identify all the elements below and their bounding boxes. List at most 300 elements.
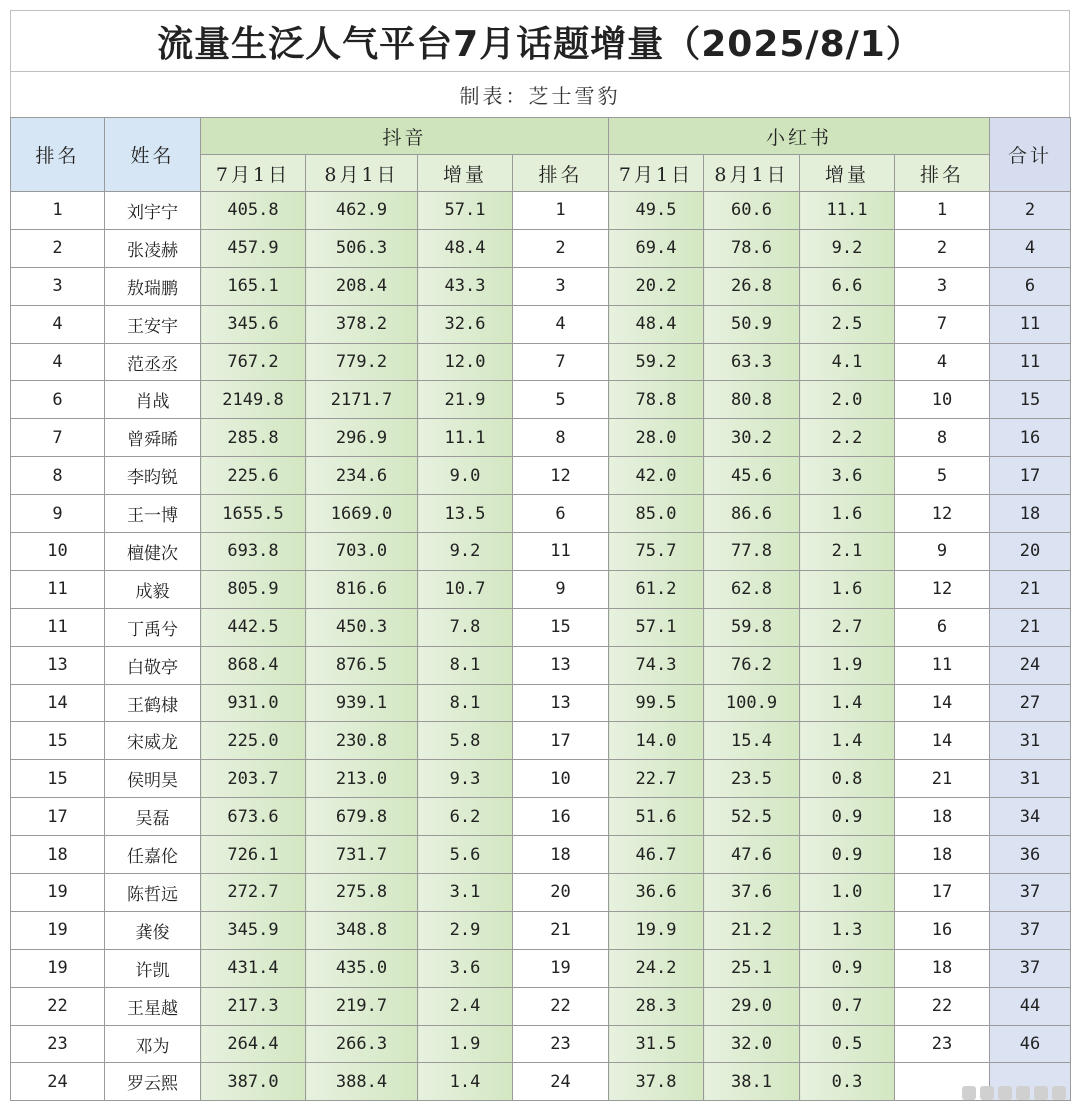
cell-douyin-increase: 9.3 — [418, 760, 513, 798]
cell-douyin-jul: 442.5 — [201, 608, 306, 646]
cell-total: 6 — [990, 267, 1071, 305]
cell-douyin-increase: 48.4 — [418, 229, 513, 267]
cell-douyin-rank: 21 — [513, 911, 609, 949]
cell-xhs-rank: 5 — [895, 457, 990, 495]
cell-rank: 15 — [11, 760, 105, 798]
cell-xhs-aug: 47.6 — [704, 836, 800, 874]
cell-xhs-increase: 4.1 — [800, 343, 895, 381]
cell-douyin-jul: 868.4 — [201, 646, 306, 684]
cell-douyin-rank: 22 — [513, 987, 609, 1025]
cell-douyin-aug: 213.0 — [306, 760, 418, 798]
cell-name: 敖瑞鹏 — [105, 267, 201, 305]
cell-rank: 19 — [11, 874, 105, 912]
cell-douyin-increase: 2.9 — [418, 911, 513, 949]
cell-total: 20 — [990, 533, 1071, 571]
cell-douyin-increase: 12.0 — [418, 343, 513, 381]
cell-douyin-rank: 1 — [513, 192, 609, 230]
cell-xhs-aug: 78.6 — [704, 229, 800, 267]
cell-douyin-increase: 32.6 — [418, 305, 513, 343]
cell-rank: 19 — [11, 949, 105, 987]
cell-xhs-jul: 22.7 — [609, 760, 704, 798]
cell-douyin-jul: 805.9 — [201, 570, 306, 608]
cell-xhs-rank: 22 — [895, 987, 990, 1025]
cell-total: 11 — [990, 305, 1071, 343]
cell-xhs-jul: 28.3 — [609, 987, 704, 1025]
cell-douyin-increase: 8.1 — [418, 684, 513, 722]
cell-xhs-aug: 45.6 — [704, 457, 800, 495]
cell-name: 李昀锐 — [105, 457, 201, 495]
cell-douyin-rank: 15 — [513, 608, 609, 646]
table-row — [11, 229, 1071, 267]
cell-douyin-jul: 1655.5 — [201, 495, 306, 533]
cell-douyin-jul: 264.4 — [201, 1025, 306, 1063]
cell-rank: 7 — [11, 419, 105, 457]
cell-name: 曾舜晞 — [105, 419, 201, 457]
cell-douyin-aug: 296.9 — [306, 419, 418, 457]
cell-rank: 11 — [11, 608, 105, 646]
cell-xhs-aug: 63.3 — [704, 343, 800, 381]
cell-total: 21 — [990, 570, 1071, 608]
cell-xhs-jul: 19.9 — [609, 911, 704, 949]
table-row — [11, 495, 1071, 533]
cell-douyin-aug: 703.0 — [306, 533, 418, 571]
cell-name: 王鹤棣 — [105, 684, 201, 722]
cell-douyin-increase: 2.4 — [418, 987, 513, 1025]
cell-xhs-aug: 30.2 — [704, 419, 800, 457]
cell-rank: 3 — [11, 267, 105, 305]
cell-xhs-rank: 6 — [895, 608, 990, 646]
cell-douyin-aug: 266.3 — [306, 1025, 418, 1063]
cell-xhs-increase: 0.9 — [800, 949, 895, 987]
cell-xhs-aug: 15.4 — [704, 722, 800, 760]
cell-douyin-rank: 24 — [513, 1063, 609, 1101]
cell-xhs-aug: 100.9 — [704, 684, 800, 722]
cell-xhs-aug: 52.5 — [704, 798, 800, 836]
cell-douyin-jul: 285.8 — [201, 419, 306, 457]
table-row — [11, 646, 1071, 684]
cell-xhs-rank: 11 — [895, 646, 990, 684]
cell-rank: 18 — [11, 836, 105, 874]
cell-total: 4 — [990, 229, 1071, 267]
cell-xhs-aug: 76.2 — [704, 646, 800, 684]
cell-xhs-jul: 48.4 — [609, 305, 704, 343]
cell-name: 肖战 — [105, 381, 201, 419]
cell-rank: 19 — [11, 911, 105, 949]
table-row — [11, 381, 1071, 419]
cell-name: 吴磊 — [105, 798, 201, 836]
cell-rank: 22 — [11, 987, 105, 1025]
cell-xhs-rank: 14 — [895, 684, 990, 722]
cell-name: 罗云熙 — [105, 1063, 201, 1101]
cell-douyin-rank: 16 — [513, 798, 609, 836]
cell-total: 37 — [990, 874, 1071, 912]
cell-total: 37 — [990, 911, 1071, 949]
header-xhs-rank: 排名 — [895, 155, 990, 192]
cell-rank: 6 — [11, 381, 105, 419]
table-row — [11, 760, 1071, 798]
cell-xhs-jul: 61.2 — [609, 570, 704, 608]
cell-douyin-aug: 2171.7 — [306, 381, 418, 419]
cell-rank: 23 — [11, 1025, 105, 1063]
cell-xhs-jul: 74.3 — [609, 646, 704, 684]
cell-xhs-rank: 16 — [895, 911, 990, 949]
cell-xhs-rank: 23 — [895, 1025, 990, 1063]
table-row — [11, 533, 1071, 571]
header-dy-inc: 增量 — [418, 155, 513, 192]
cell-xhs-increase: 0.9 — [800, 798, 895, 836]
cell-xhs-rank: 8 — [895, 419, 990, 457]
cell-douyin-jul: 767.2 — [201, 343, 306, 381]
cell-douyin-jul: 387.0 — [201, 1063, 306, 1101]
cell-xhs-increase: 1.6 — [800, 570, 895, 608]
cell-douyin-increase: 13.5 — [418, 495, 513, 533]
cell-douyin-rank: 18 — [513, 836, 609, 874]
cell-xhs-aug: 59.8 — [704, 608, 800, 646]
cell-douyin-increase: 9.2 — [418, 533, 513, 571]
cell-douyin-rank: 12 — [513, 457, 609, 495]
cell-name: 任嘉伦 — [105, 836, 201, 874]
cell-name: 王一博 — [105, 495, 201, 533]
cell-name: 白敬亭 — [105, 646, 201, 684]
cell-douyin-jul: 693.8 — [201, 533, 306, 571]
cell-douyin-jul: 673.6 — [201, 798, 306, 836]
cell-douyin-jul: 203.7 — [201, 760, 306, 798]
cell-xhs-aug: 21.2 — [704, 911, 800, 949]
cell-xhs-rank: 18 — [895, 949, 990, 987]
cell-xhs-jul: 36.6 — [609, 874, 704, 912]
table-row — [11, 684, 1071, 722]
header-dy-rank: 排名 — [513, 155, 609, 192]
cell-xhs-aug: 77.8 — [704, 533, 800, 571]
cell-xhs-increase: 0.7 — [800, 987, 895, 1025]
cell-xhs-rank: 18 — [895, 798, 990, 836]
cell-xhs-aug: 38.1 — [704, 1063, 800, 1101]
cell-xhs-jul: 85.0 — [609, 495, 704, 533]
cell-xhs-rank: 9 — [895, 533, 990, 571]
header-xiaohongshu: 小红书 — [609, 118, 990, 155]
cell-xhs-jul: 31.5 — [609, 1025, 704, 1063]
table-row — [11, 267, 1071, 305]
cell-douyin-aug: 731.7 — [306, 836, 418, 874]
cell-xhs-aug: 32.0 — [704, 1025, 800, 1063]
cell-name: 侯明昊 — [105, 760, 201, 798]
cell-rank: 4 — [11, 305, 105, 343]
cell-name: 刘宇宁 — [105, 192, 201, 230]
cell-douyin-aug: 435.0 — [306, 949, 418, 987]
header-dy-jul: 7月1日 — [201, 155, 306, 192]
cell-xhs-increase: 3.6 — [800, 457, 895, 495]
cell-xhs-jul: 51.6 — [609, 798, 704, 836]
cell-xhs-increase: 1.9 — [800, 646, 895, 684]
cell-douyin-increase: 11.1 — [418, 419, 513, 457]
cell-rank: 8 — [11, 457, 105, 495]
header-total: 合计 — [990, 118, 1071, 192]
cell-douyin-rank: 4 — [513, 305, 609, 343]
cell-douyin-jul: 217.3 — [201, 987, 306, 1025]
cell-douyin-aug: 816.6 — [306, 570, 418, 608]
cell-douyin-aug: 462.9 — [306, 192, 418, 230]
cell-xhs-increase: 2.5 — [800, 305, 895, 343]
cell-douyin-aug: 275.8 — [306, 874, 418, 912]
cell-total: 24 — [990, 646, 1071, 684]
cell-douyin-jul: 345.9 — [201, 911, 306, 949]
cell-douyin-jul: 345.6 — [201, 305, 306, 343]
cell-xhs-increase: 2.2 — [800, 419, 895, 457]
cell-total: 17 — [990, 457, 1071, 495]
cell-xhs-rank: 18 — [895, 836, 990, 874]
cell-douyin-increase: 3.1 — [418, 874, 513, 912]
cell-douyin-increase: 1.4 — [418, 1063, 513, 1101]
header-xhs-jul: 7月1日 — [609, 155, 704, 192]
cell-xhs-aug: 29.0 — [704, 987, 800, 1025]
cell-xhs-jul: 59.2 — [609, 343, 704, 381]
cell-xhs-increase: 1.6 — [800, 495, 895, 533]
cell-xhs-increase: 0.3 — [800, 1063, 895, 1101]
table-row — [11, 608, 1071, 646]
cell-xhs-aug: 25.1 — [704, 949, 800, 987]
cell-xhs-increase: 0.8 — [800, 760, 895, 798]
cell-rank: 15 — [11, 722, 105, 760]
table-row — [11, 911, 1071, 949]
cell-xhs-rank: 10 — [895, 381, 990, 419]
cell-xhs-increase: 0.9 — [800, 836, 895, 874]
table-row — [11, 457, 1071, 495]
cell-douyin-increase: 8.1 — [418, 646, 513, 684]
cell-total: 27 — [990, 684, 1071, 722]
cell-name: 丁禹兮 — [105, 608, 201, 646]
table-row — [11, 419, 1071, 457]
cell-douyin-jul: 457.9 — [201, 229, 306, 267]
cell-xhs-aug: 62.8 — [704, 570, 800, 608]
cell-xhs-rank: 21 — [895, 760, 990, 798]
cell-douyin-jul: 726.1 — [201, 836, 306, 874]
cell-total: 31 — [990, 722, 1071, 760]
cell-xhs-rank: 14 — [895, 722, 990, 760]
cell-xhs-increase: 1.4 — [800, 684, 895, 722]
table-row — [11, 192, 1071, 230]
cell-douyin-increase: 9.0 — [418, 457, 513, 495]
cell-xhs-rank: 7 — [895, 305, 990, 343]
cell-douyin-rank: 2 — [513, 229, 609, 267]
cell-rank: 11 — [11, 570, 105, 608]
cell-rank: 10 — [11, 533, 105, 571]
cell-xhs-increase: 0.5 — [800, 1025, 895, 1063]
cell-total: 21 — [990, 608, 1071, 646]
header-xhs-aug: 8月1日 — [704, 155, 800, 192]
cell-rank: 17 — [11, 798, 105, 836]
cell-xhs-rank: 1 — [895, 192, 990, 230]
cell-name: 檀健次 — [105, 533, 201, 571]
cell-name: 王星越 — [105, 987, 201, 1025]
table-author: 制表：芝士雪豹 — [10, 72, 1070, 117]
cell-xhs-increase: 1.0 — [800, 874, 895, 912]
cell-xhs-rank: 2 — [895, 229, 990, 267]
cell-xhs-increase: 9.2 — [800, 229, 895, 267]
cell-douyin-jul: 225.0 — [201, 722, 306, 760]
cell-douyin-rank: 6 — [513, 495, 609, 533]
cell-douyin-aug: 388.4 — [306, 1063, 418, 1101]
cell-rank: 1 — [11, 192, 105, 230]
cell-xhs-jul: 14.0 — [609, 722, 704, 760]
table-row — [11, 836, 1071, 874]
cell-douyin-rank: 19 — [513, 949, 609, 987]
cell-douyin-rank: 5 — [513, 381, 609, 419]
cell-douyin-aug: 450.3 — [306, 608, 418, 646]
cell-xhs-increase: 1.3 — [800, 911, 895, 949]
cell-douyin-increase: 21.9 — [418, 381, 513, 419]
cell-xhs-increase: 1.4 — [800, 722, 895, 760]
cell-xhs-jul: 78.8 — [609, 381, 704, 419]
cell-name: 王安宇 — [105, 305, 201, 343]
cell-total: 46 — [990, 1025, 1071, 1063]
watermark — [962, 1086, 1066, 1100]
cell-xhs-rank: 17 — [895, 874, 990, 912]
cell-xhs-jul: 75.7 — [609, 533, 704, 571]
cell-douyin-jul: 2149.8 — [201, 381, 306, 419]
cell-total: 2 — [990, 192, 1071, 230]
cell-douyin-jul: 165.1 — [201, 267, 306, 305]
cell-total: 44 — [990, 987, 1071, 1025]
cell-xhs-rank: 12 — [895, 570, 990, 608]
header-name: 姓名 — [105, 118, 201, 192]
cell-xhs-rank: 12 — [895, 495, 990, 533]
cell-total: 31 — [990, 760, 1071, 798]
header-douyin: 抖音 — [201, 118, 609, 155]
cell-douyin-rank: 13 — [513, 646, 609, 684]
cell-douyin-rank: 20 — [513, 874, 609, 912]
table-row — [11, 1063, 1071, 1101]
cell-rank: 9 — [11, 495, 105, 533]
table-row — [11, 949, 1071, 987]
cell-douyin-increase: 3.6 — [418, 949, 513, 987]
table-row — [11, 305, 1071, 343]
cell-xhs-increase: 6.6 — [800, 267, 895, 305]
cell-douyin-jul: 431.4 — [201, 949, 306, 987]
cell-xhs-aug: 86.6 — [704, 495, 800, 533]
cell-douyin-aug: 219.7 — [306, 987, 418, 1025]
cell-name: 范丞丞 — [105, 343, 201, 381]
cell-rank: 13 — [11, 646, 105, 684]
cell-douyin-aug: 506.3 — [306, 229, 418, 267]
cell-name: 成毅 — [105, 570, 201, 608]
table-row — [11, 798, 1071, 836]
cell-name: 许凯 — [105, 949, 201, 987]
cell-douyin-aug: 230.8 — [306, 722, 418, 760]
cell-xhs-jul: 28.0 — [609, 419, 704, 457]
header-rank: 排名 — [11, 118, 105, 192]
cell-douyin-increase: 43.3 — [418, 267, 513, 305]
table-row — [11, 874, 1071, 912]
cell-xhs-aug: 26.8 — [704, 267, 800, 305]
cell-douyin-rank: 17 — [513, 722, 609, 760]
page-title: 流量生泛人气平台7月话题增量（2025/8/1） — [10, 10, 1070, 72]
cell-name: 宋威龙 — [105, 722, 201, 760]
cell-rank: 2 — [11, 229, 105, 267]
cell-total: 11 — [990, 343, 1071, 381]
cell-xhs-jul: 69.4 — [609, 229, 704, 267]
cell-rank: 24 — [11, 1063, 105, 1101]
cell-douyin-increase: 1.9 — [418, 1025, 513, 1063]
cell-total: 37 — [990, 949, 1071, 987]
cell-xhs-jul: 49.5 — [609, 192, 704, 230]
cell-douyin-aug: 234.6 — [306, 457, 418, 495]
cell-xhs-increase: 2.7 — [800, 608, 895, 646]
cell-douyin-jul: 272.7 — [201, 874, 306, 912]
cell-xhs-jul: 99.5 — [609, 684, 704, 722]
cell-douyin-aug: 779.2 — [306, 343, 418, 381]
cell-douyin-jul: 405.8 — [201, 192, 306, 230]
cell-name: 张凌赫 — [105, 229, 201, 267]
cell-douyin-increase: 7.8 — [418, 608, 513, 646]
cell-douyin-rank: 10 — [513, 760, 609, 798]
cell-name: 龚俊 — [105, 911, 201, 949]
cell-total: 36 — [990, 836, 1071, 874]
cell-douyin-rank: 7 — [513, 343, 609, 381]
cell-total: 18 — [990, 495, 1071, 533]
cell-xhs-increase: 11.1 — [800, 192, 895, 230]
cell-rank: 14 — [11, 684, 105, 722]
cell-xhs-jul: 24.2 — [609, 949, 704, 987]
cell-xhs-jul: 37.8 — [609, 1063, 704, 1101]
cell-douyin-aug: 939.1 — [306, 684, 418, 722]
cell-xhs-increase: 2.1 — [800, 533, 895, 571]
cell-douyin-aug: 348.8 — [306, 911, 418, 949]
cell-xhs-rank: 4 — [895, 343, 990, 381]
cell-total: 34 — [990, 798, 1071, 836]
cell-douyin-aug: 679.8 — [306, 798, 418, 836]
cell-xhs-increase: 2.0 — [800, 381, 895, 419]
header-dy-aug: 8月1日 — [306, 155, 418, 192]
cell-total: 16 — [990, 419, 1071, 457]
cell-douyin-rank: 9 — [513, 570, 609, 608]
cell-douyin-jul: 225.6 — [201, 457, 306, 495]
cell-name: 陈哲远 — [105, 874, 201, 912]
cell-douyin-jul: 931.0 — [201, 684, 306, 722]
cell-douyin-rank: 8 — [513, 419, 609, 457]
cell-douyin-aug: 378.2 — [306, 305, 418, 343]
cell-total: 15 — [990, 381, 1071, 419]
cell-xhs-aug: 23.5 — [704, 760, 800, 798]
cell-rank: 4 — [11, 343, 105, 381]
cell-douyin-rank: 13 — [513, 684, 609, 722]
cell-xhs-aug: 80.8 — [704, 381, 800, 419]
table-row — [11, 722, 1071, 760]
cell-xhs-aug: 50.9 — [704, 305, 800, 343]
cell-douyin-increase: 5.6 — [418, 836, 513, 874]
table-row — [11, 1025, 1071, 1063]
cell-douyin-increase: 5.8 — [418, 722, 513, 760]
cell-douyin-rank: 3 — [513, 267, 609, 305]
cell-douyin-increase: 57.1 — [418, 192, 513, 230]
cell-douyin-aug: 1669.0 — [306, 495, 418, 533]
table-row — [11, 343, 1071, 381]
cell-douyin-increase: 10.7 — [418, 570, 513, 608]
cell-xhs-aug: 37.6 — [704, 874, 800, 912]
header-xhs-inc: 增量 — [800, 155, 895, 192]
table-body — [11, 192, 1071, 1101]
table-row — [11, 570, 1071, 608]
ranking-table — [10, 117, 1071, 1101]
cell-xhs-rank: 3 — [895, 267, 990, 305]
cell-douyin-aug: 208.4 — [306, 267, 418, 305]
cell-douyin-rank: 23 — [513, 1025, 609, 1063]
table-row — [11, 987, 1071, 1025]
cell-xhs-jul: 20.2 — [609, 267, 704, 305]
cell-xhs-jul: 57.1 — [609, 608, 704, 646]
cell-xhs-jul: 46.7 — [609, 836, 704, 874]
cell-douyin-aug: 876.5 — [306, 646, 418, 684]
cell-douyin-increase: 6.2 — [418, 798, 513, 836]
